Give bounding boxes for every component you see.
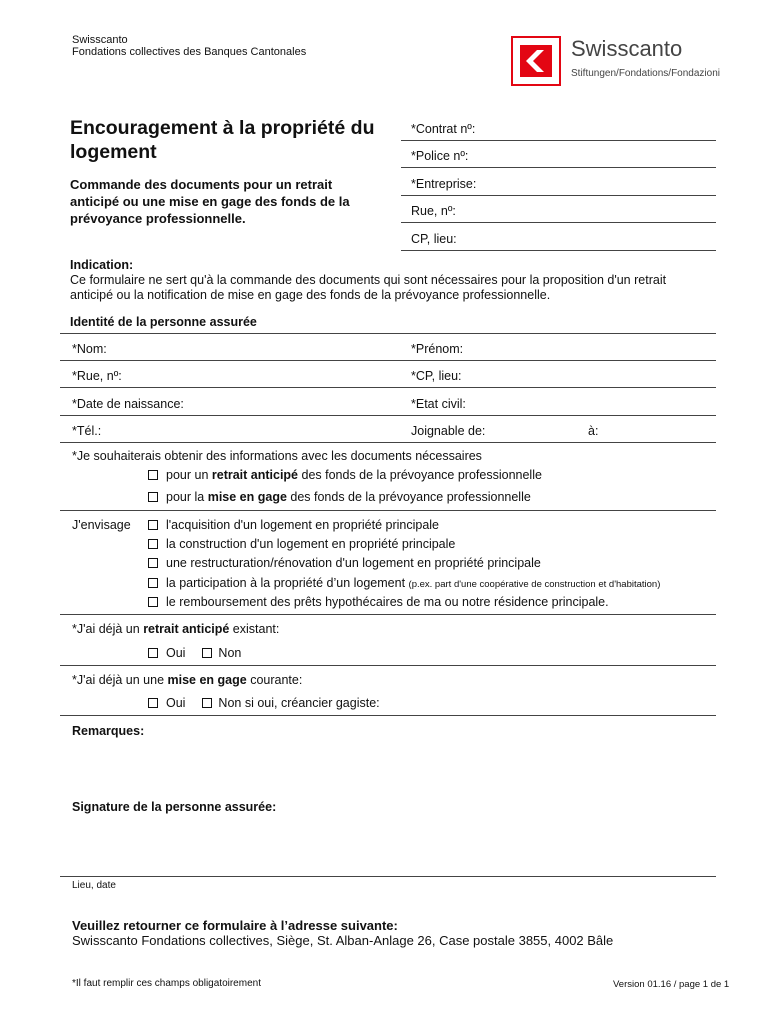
- contract-number-label: *Contrat nº:: [411, 122, 476, 136]
- signature-field[interactable]: [72, 818, 712, 874]
- title-line-2: logement: [70, 141, 157, 163]
- envisage-option-construction[interactable]: [148, 537, 455, 551]
- withdrawal-checkbox[interactable]: [148, 470, 158, 480]
- birth-field-line[interactable]: [60, 415, 716, 416]
- repayment-checkbox[interactable]: [148, 597, 158, 607]
- logo-wordmark: Swisscanto: [571, 36, 683, 61]
- opt2-bold: mise en gage: [207, 490, 287, 504]
- existing-pledge-options: [148, 696, 380, 710]
- q2-pre: *J'ai déjà un une: [72, 673, 168, 687]
- existing-withdrawal-options: [148, 646, 241, 660]
- logo-tagline: Stiftungen/Fondations/Fondazioni: [571, 68, 720, 79]
- divider: [60, 333, 716, 334]
- envisage-item-label: la participation à la propriété d’un logement: [166, 576, 406, 590]
- subtitle-line-3: prévoyance professionnelle.: [70, 211, 246, 226]
- policy-number-field[interactable]: [401, 167, 716, 168]
- participation-checkbox[interactable]: [148, 578, 158, 588]
- city-label: *CP, lieu:: [411, 369, 462, 383]
- last-name-label: *Nom:: [72, 342, 107, 356]
- org-name: Swisscanto: [72, 34, 128, 46]
- envisage-item-label: une restructuration/rénovation d'un logement en propriété principale: [166, 556, 541, 570]
- return-address: Swisscanto Fondations collectives, Siège, St. Alban-Anlage 26, Case postale 3855, 4002 Bâle: [72, 933, 614, 948]
- q1-post: existant:: [229, 622, 280, 636]
- divider: [60, 614, 716, 615]
- envisage-option-participation[interactable]: [148, 576, 660, 590]
- envisage-item-label: la construction d'un logement en propriété principale: [166, 537, 456, 551]
- opt1-post: des fonds de la prévoyance professionnelle: [298, 468, 542, 482]
- opt2-pre: pour la: [166, 490, 208, 504]
- company-street-field[interactable]: [401, 222, 716, 223]
- envisage-item-label: l'acquisition d'un logement en propriété principale: [166, 518, 439, 532]
- phone-field-line[interactable]: [60, 442, 716, 443]
- first-name-label: *Prénom:: [411, 342, 464, 356]
- indication-line-2: anticipé ou la notification de mise en gage des fonds de la prévoyance professionnelle.: [70, 288, 551, 302]
- insured-heading: Identité de la personne assurée: [70, 315, 257, 329]
- envisage-option-acquisition[interactable]: [148, 518, 439, 532]
- page-title: [70, 116, 374, 164]
- signature-label: Signature de la personne assurée:: [72, 800, 277, 814]
- return-title: Veuillez retourner ce formulaire à l’adresse suivante:: [72, 918, 398, 933]
- envisage-item-label: le remboursement des prêts hypothécaires de ma ou notre résidence principale.: [166, 595, 609, 609]
- address-field-line[interactable]: [60, 387, 716, 388]
- q2-post: courante:: [246, 673, 303, 687]
- pledge-yes-checkbox[interactable]: [148, 698, 158, 708]
- opt2-post: des fonds de la prévoyance professionnelle: [286, 490, 531, 504]
- existing-withdrawal-question: [72, 622, 279, 636]
- remarks-label: Remarques:: [72, 724, 145, 738]
- company-label: *Entreprise:: [411, 177, 477, 191]
- policy-number-label: *Police nº:: [411, 149, 469, 163]
- page-subtitle: [70, 176, 350, 227]
- org-subtitle: Fondations collectives des Banques Cantonales: [72, 46, 307, 58]
- acquisition-checkbox[interactable]: [148, 520, 158, 530]
- yes-label: Oui: [166, 696, 186, 710]
- pledge-checkbox[interactable]: [148, 492, 158, 502]
- company-field[interactable]: [401, 195, 716, 196]
- no-label: Non: [218, 696, 242, 710]
- no-label: Non: [218, 646, 242, 660]
- signature-line: [60, 876, 716, 877]
- envisage-option-renovation[interactable]: [148, 556, 541, 570]
- q1-bold: retrait anticipé: [143, 622, 230, 636]
- pledge-no-checkbox[interactable]: [202, 698, 212, 708]
- contract-number-field[interactable]: [401, 140, 716, 141]
- envisage-option-repayment[interactable]: [148, 595, 609, 609]
- place-date-label: Lieu, date: [72, 880, 116, 891]
- phone-label: *Tél.:: [72, 424, 102, 438]
- indication-label: Indication:: [70, 258, 134, 272]
- name-field-line[interactable]: [60, 360, 716, 361]
- mandatory-note: *Il faut remplir ces champs obligatoirement: [72, 978, 261, 989]
- subtitle-line-1: Commande des documents pour un retrait: [70, 177, 333, 192]
- version-info: Version 01.16 / page 1 de 1: [613, 979, 730, 990]
- q2-bold: mise en gage: [167, 673, 247, 687]
- creditor-label: si oui, créancier gagiste:: [244, 696, 380, 710]
- street-label: *Rue, nº:: [72, 369, 122, 383]
- participation-note: (p.ex. part d'une coopérative de construction et d'habitation): [408, 579, 661, 590]
- company-city-label: CP, lieu:: [411, 232, 457, 246]
- yes-label: Oui: [166, 646, 186, 660]
- swisscanto-logo-icon: [511, 36, 561, 86]
- indication-line-1: Ce formulaire ne sert qu'à la commande des documents qui sont nécessaires pour la proposition d'un retrait: [70, 273, 667, 287]
- title-line-1: Encouragement à la propriété du: [70, 117, 375, 139]
- wish-option-withdrawal[interactable]: [148, 468, 542, 482]
- withdrawal-yes-checkbox[interactable]: [148, 648, 158, 658]
- renovation-checkbox[interactable]: [148, 558, 158, 568]
- subtitle-line-2: anticipé ou une mise en gage des fonds de la: [70, 194, 350, 209]
- remarks-field[interactable]: [72, 742, 712, 792]
- company-city-field[interactable]: [401, 250, 716, 251]
- indication-text: [70, 273, 666, 303]
- wish-intro: *Je souhaiterais obtenir des informations avec les documents nécessaires: [72, 449, 482, 463]
- existing-pledge-question: [72, 673, 302, 687]
- q1-pre: *J'ai déjà un: [72, 622, 144, 636]
- creditor-field-line[interactable]: [60, 715, 716, 716]
- wish-option-pledge[interactable]: [148, 490, 531, 504]
- reachable-from-label: Joignable de:: [411, 424, 486, 438]
- withdrawal-no-checkbox[interactable]: [202, 648, 212, 658]
- reachable-to-label: à:: [588, 424, 599, 438]
- birth-date-label: *Date de naissance:: [72, 397, 184, 411]
- divider: [60, 510, 716, 511]
- company-street-label: Rue, nº:: [411, 204, 456, 218]
- divider: [60, 665, 716, 666]
- construction-checkbox[interactable]: [148, 539, 158, 549]
- opt1-pre: pour un: [166, 468, 212, 482]
- civil-status-label: *Etat civil:: [411, 397, 466, 411]
- envisage-label: J'envisage: [72, 518, 131, 532]
- opt1-bold: retrait anticipé: [211, 468, 299, 482]
